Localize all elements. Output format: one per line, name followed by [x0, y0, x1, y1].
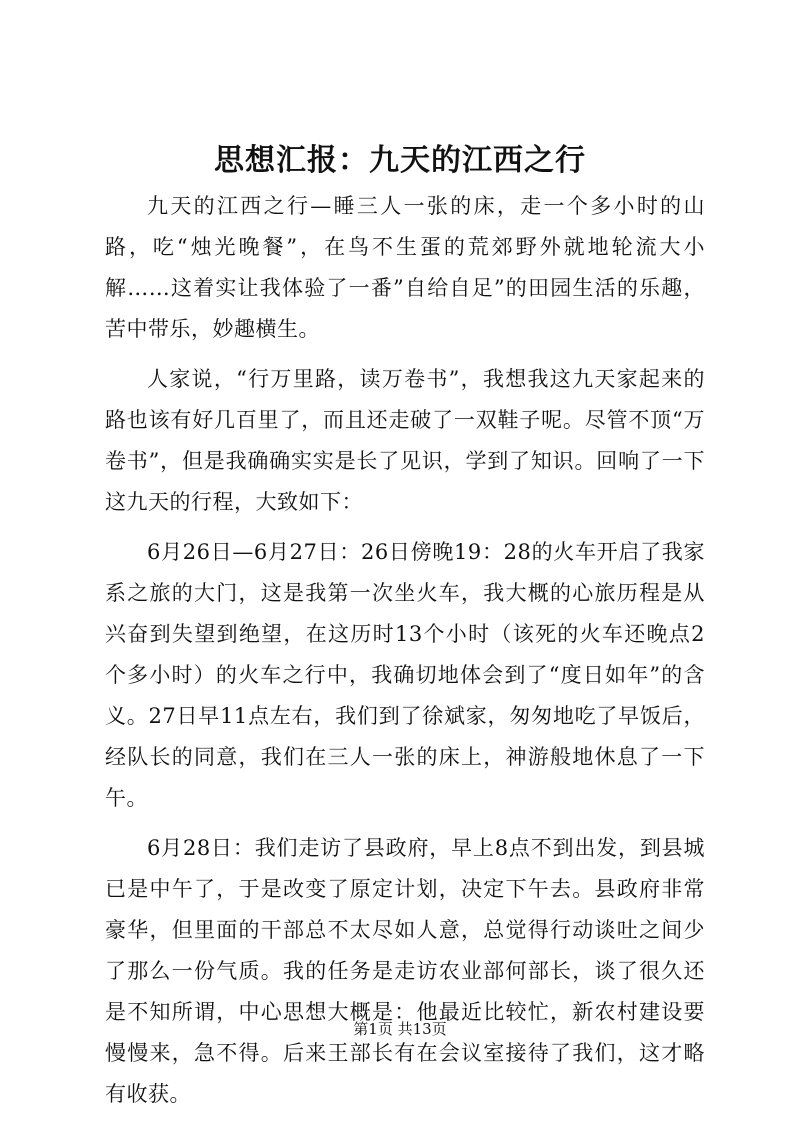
paragraph-4: 6月28日：我们走访了县政府，早上8点不到出发，到县城已是中午了，于是改变了原定计划，决定下午去。县政府非常豪华，但里面的干部总不太尽如人意，总觉得行动谈吐之间少了那么一份气质。我的任务是走访农业部何部长，谈了很久还是不知所谓，中心思想大概是：他最近比较忙，新农村建设要慢慢来，急不得。后来王部长有在会议室接待了我们，这才略有收获。	[105, 836, 705, 1106]
document-body	[105, 186, 705, 1115]
paragraph-2: 人家说，“行万里路，读万卷书”，我想我这九天家起来的路也该有好几百里了，而且还走破了一双鞋子呢。尽管不顶“万卷书”，但是我确确实实是长了见识，学到了知识。回响了一下这九天的行程，大致如下：	[105, 367, 705, 514]
document-title: 思想汇报：九天的江西之行	[214, 143, 586, 178]
page-number-footer: 第1页 共13页	[353, 1020, 447, 1038]
paragraph-1: 九天的江西之行—睡三人一张的床，走一个多小时的山路，吃“烛光晚餐”，在鸟不生蛋的荒郊野外就地轮流大小解……这着实让我体验了一番”自给自足”的田园生活的乐趣，苦中带乐，妙趣横生。	[105, 194, 705, 341]
paragraph-3: 6月26日—6月27日：26日傍晚19：28的火车开启了我家系之旅的大门，这是我第一次坐火车，我大概的心旅历程是从兴奋到失望到绝望，在这历时13个小时（该死的火车还晚点2个多小时）的火车之行中，我确切地体会到了“度日如年”的含义。27日早11点左右，我们到了徐斌家，匆匆地吃了早饭后，经队长的同意，我们在三人一张的床上，神游般地休息了一下午。	[105, 540, 705, 810]
